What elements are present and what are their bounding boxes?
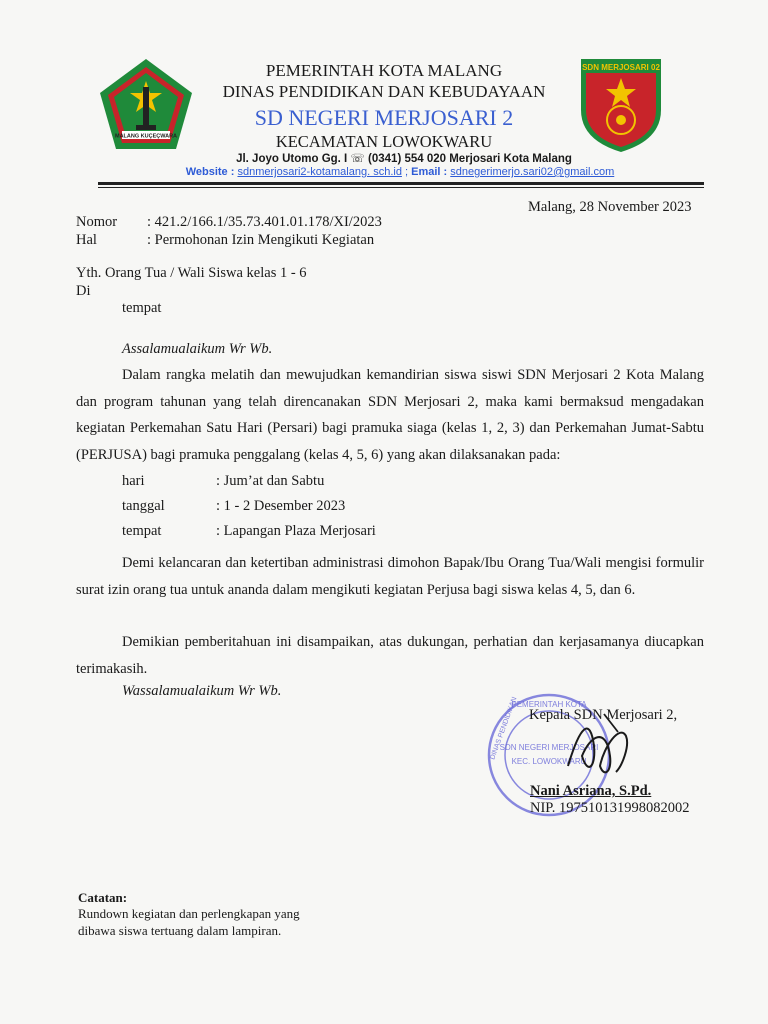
department-name: DINAS PENDIDIKAN DAN KEBUDAYAAN — [222, 82, 546, 101]
letterhead-rule — [98, 182, 704, 185]
body-paragraph-2: Demi kelancaran dan ketertiban administrasi dimohon Bapak/Ibu Orang Tua/Wali mengisi formulir surat izin orang tua untuk ananda dalam mengikuti kegiatan Perjusa bagi siswa kelas 4, 5, dan 6. — [76, 555, 704, 598]
recipient-di: Di — [76, 283, 91, 299]
recipient: Yth. Orang Tua / Wali Siswa kelas 1 - 6 — [76, 265, 307, 281]
email-link[interactable]: sdnegerimerjo.sari02@gmail.com — [450, 166, 615, 178]
detail-label-place: tempat — [122, 523, 162, 539]
greeting: Assalamualaikum Wr Wb. — [122, 341, 273, 357]
svg-text:SDN MERJOSARI 02: SDN MERJOSARI 02 — [582, 63, 660, 72]
nomor-label: Nomor — [76, 214, 118, 230]
email-label: Email : — [411, 166, 448, 178]
note-title: Catatan: — [78, 890, 128, 905]
detail-value-day: : Jum’at dan Sabtu — [216, 473, 325, 489]
svg-text:MALANG KUÇEÇWARA: MALANG KUÇEÇWARA — [114, 133, 178, 140]
body-paragraph-1: Dalam rangka melatih dan mewujudkan kemandirian siswa siswi SDN Merjosari 2 Kota Malang dan program tahunan yang telah direncanakan SDN Merjosari 2, maka kami bermaksud mengadakan kegiatan Perkemahan Satu Hari (Persari) bagi pramuka siaga (kelas 1, 2, 3) dan Perkemahan Jumat-Sabtu (PERJUSA) bagi pramuka penggalang (kelas 4, 5, 6) yang akan dilaksanakan pada: — [76, 367, 704, 463]
hal-value: : Permohonan Izin Mengikuti Kegiatan — [147, 232, 375, 248]
government-name: PEMERINTAH KOTA MALANG — [265, 61, 503, 80]
body-paragraph-3: Demikian pemberitahuan ini disampaikan, atas dukungan, perhatian dan kerjasamanya diucapkan terimakasih. — [76, 634, 704, 677]
detail-value-date: : 1 - 2 Desember 2023 — [216, 498, 346, 514]
recipient-place: tempat — [122, 300, 162, 316]
hal-label: Hal — [76, 232, 97, 248]
place-date: Malang, 28 November 2023 — [528, 199, 692, 215]
svg-text:KEC. LOWOKWARU: KEC. LOWOKWARU — [511, 757, 587, 766]
district-name: KECAMATAN LOWOKWARU — [275, 132, 493, 151]
detail-label-date: tanggal — [122, 498, 165, 514]
school-name: SD NEGERI MERJOSARI 2 — [254, 105, 514, 130]
note-line-2: dibawa siswa tertuang dalam lampiran. — [78, 923, 282, 938]
signer-nip: NIP. 197510131998082002 — [530, 800, 690, 816]
website-link[interactable]: sdnmerjosari2-kotamalang. sch.id — [237, 166, 402, 178]
letterhead-rule-thin — [98, 187, 704, 188]
svg-text:DINAS PENDIDIKAN: DINAS PENDIDIKAN — [489, 696, 519, 761]
closing: Wassalamualaikum Wr Wb. — [122, 683, 282, 699]
note-line-1: Rundown kegiatan dan perlengkapan yang — [78, 906, 300, 921]
nomor-value: : 421.2/166.1/35.73.401.01.178/XI/2023 — [147, 214, 382, 230]
detail-value-place: : Lapangan Plaza Merjosari — [216, 523, 376, 539]
website-label: Website : — [185, 166, 235, 178]
signer-name: Nani Asriana, S.Pd. — [530, 783, 652, 799]
contact-separator: ; — [405, 166, 409, 178]
school-address: Jl. Joyo Utomo Gg. I ☏ (0341) 554 020 Merjosari Kota Malang — [236, 153, 572, 165]
svg-text:PEMERINTAH KOTA: PEMERINTAH KOTA — [511, 700, 587, 709]
signer-title: Kepala SDN Merjosari 2, — [529, 707, 678, 723]
contact-line — [16, 166, 768, 178]
detail-label-day: hari — [122, 473, 145, 489]
svg-text:SDN NEGERI MERJOSARI: SDN NEGERI MERJOSARI — [499, 743, 599, 752]
